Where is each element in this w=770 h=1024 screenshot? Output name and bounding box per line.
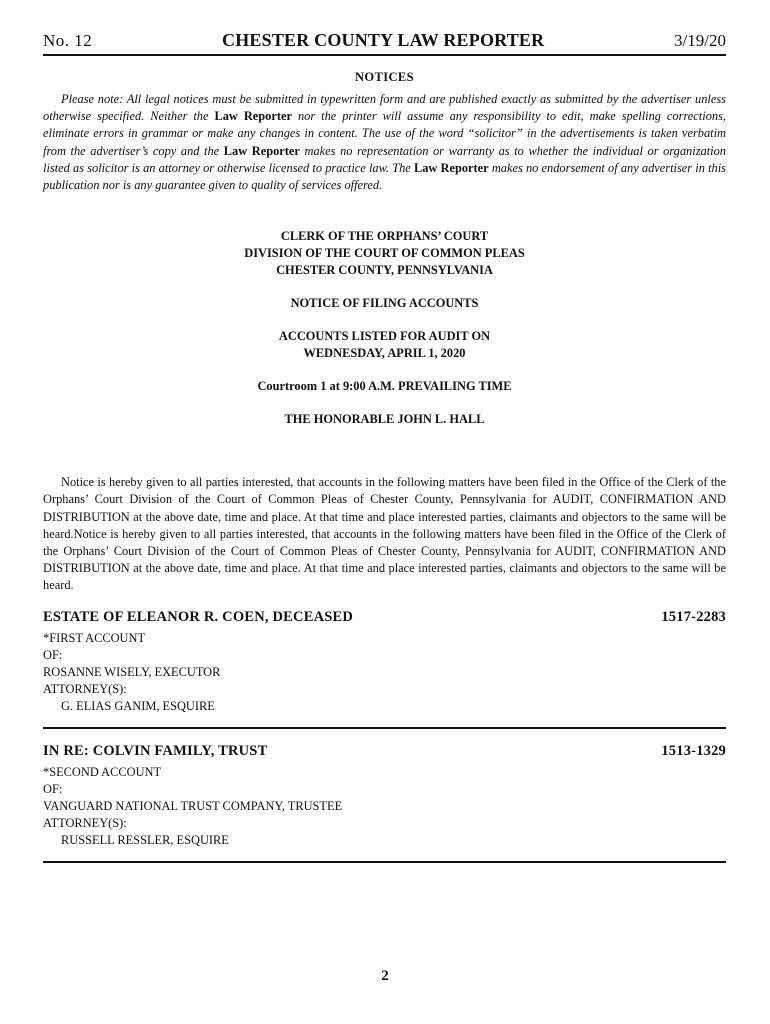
divider xyxy=(43,727,726,729)
law-reporter-term: Law Reporter xyxy=(214,109,292,124)
disclaimer-text-2: nor the printer will assume any responsibility to edit, make spelling corrections, eliminate errors in grammar or make any changes in content. The use of the word “solicitor” in the advertisements is taken verbatim from the advertiser’s copy and the xyxy=(43,109,727,158)
filing-notice-title: NOTICE OF FILING ACCOUNTS xyxy=(290,296,479,311)
divider xyxy=(43,861,726,863)
of-label: OF: xyxy=(43,781,63,796)
notices-disclaimer xyxy=(43,91,726,194)
court-line-2: DIVISION OF THE COURT OF COMMON PLEAS xyxy=(244,246,525,261)
disclaimer-text-3: makes no representation or warranty as to whether the individual or organization listed as solicitor is an attorney or otherwise licensed to practice law. The xyxy=(43,143,726,175)
estate-entry xyxy=(43,743,726,863)
estate-name: IN RE: COLVIN FAMILY, TRUST xyxy=(43,742,268,759)
estate-entry xyxy=(43,609,726,729)
law-reporter-term: Law Reporter xyxy=(413,160,489,175)
estate-number: 1517-2283 xyxy=(661,608,726,625)
court-line-1: CLERK OF THE ORPHANS’ COURT xyxy=(280,229,489,244)
issue-date: 3/19/20 xyxy=(674,31,726,50)
attorney-label: ATTORNEY(S): xyxy=(43,815,127,830)
account-type: *FIRST ACCOUNT xyxy=(43,630,146,645)
document-page xyxy=(43,30,726,863)
audit-listing-date: WEDNESDAY, APRIL 1, 2020 xyxy=(303,346,466,361)
disclaimer-text-4: makes no endorsement of any advertiser in this publication nor is any guarantee given to quality of services offered. xyxy=(43,160,726,193)
disclaimer-text-1: Please note: All legal notices must be submitted in typewritten form and are published exactly as submitted by the advertiser unless otherwise specified. Neither the xyxy=(43,92,726,124)
law-reporter-term: Law Reporter xyxy=(223,143,300,158)
publication-title: CHESTER COUNTY LAW REPORTER xyxy=(222,30,545,50)
court-line-3: CHESTER COUNTY, PENNSYLVANIA xyxy=(276,263,493,278)
of-label: OF: xyxy=(43,647,63,662)
attorney-label: ATTORNEY(S): xyxy=(43,681,127,696)
courtroom-time: Courtroom 1 at 9:00 A.M. PREVAILING TIME xyxy=(257,379,512,394)
attorney-name: G. ELIAS GANIM, ESQUIRE xyxy=(61,698,215,713)
fiduciary-party: ROSANNE WISELY, EXECUTOR xyxy=(43,664,221,679)
page-number: 2 xyxy=(381,968,389,984)
court-heading-block xyxy=(43,228,726,428)
account-type: *SECOND ACCOUNT xyxy=(43,764,162,779)
audit-listing-line-1: ACCOUNTS LISTED FOR AUDIT ON xyxy=(278,329,491,344)
page-header xyxy=(43,30,726,56)
issue-number: No. 12 xyxy=(43,31,93,50)
presiding-judge: THE HONORABLE JOHN L. HALL xyxy=(284,412,485,427)
estate-name: ESTATE OF ELEANOR R. COEN, DECEASED xyxy=(43,608,354,625)
estate-number: 1513-1329 xyxy=(661,742,726,759)
fiduciary-party: VANGUARD NATIONAL TRUST COMPANY, TRUSTEE xyxy=(43,798,343,813)
notices-heading: NOTICES xyxy=(354,70,415,84)
notice-paragraph: Notice is hereby given to all parties interested, that accounts in the following matters have been filed in the Office of the Clerk of the Orphans’ Court Division of the Court of Common Pleas of Chester County, Pennsylvania for AUDIT, CONFIRMATION AND DISTRIBUTION at the above date, time and place. At that time and place interested parties, claimants and objectors to the same will be heard.Notice is hereby given to all parties interested, that accounts in the following matters have been filed in the Office of the Clerk of the Orphans’ Court Division of the Court of Common Pleas of Chester County, Pennsylvania for AUDIT, CONFIRMATION AND DISTRIBUTION at the above date, time and place. At that time and place interested parties, claimants and objectors to the same will be heard. xyxy=(43,475,726,593)
attorney-name: RUSSELL RESSLER, ESQUIRE xyxy=(61,832,229,847)
